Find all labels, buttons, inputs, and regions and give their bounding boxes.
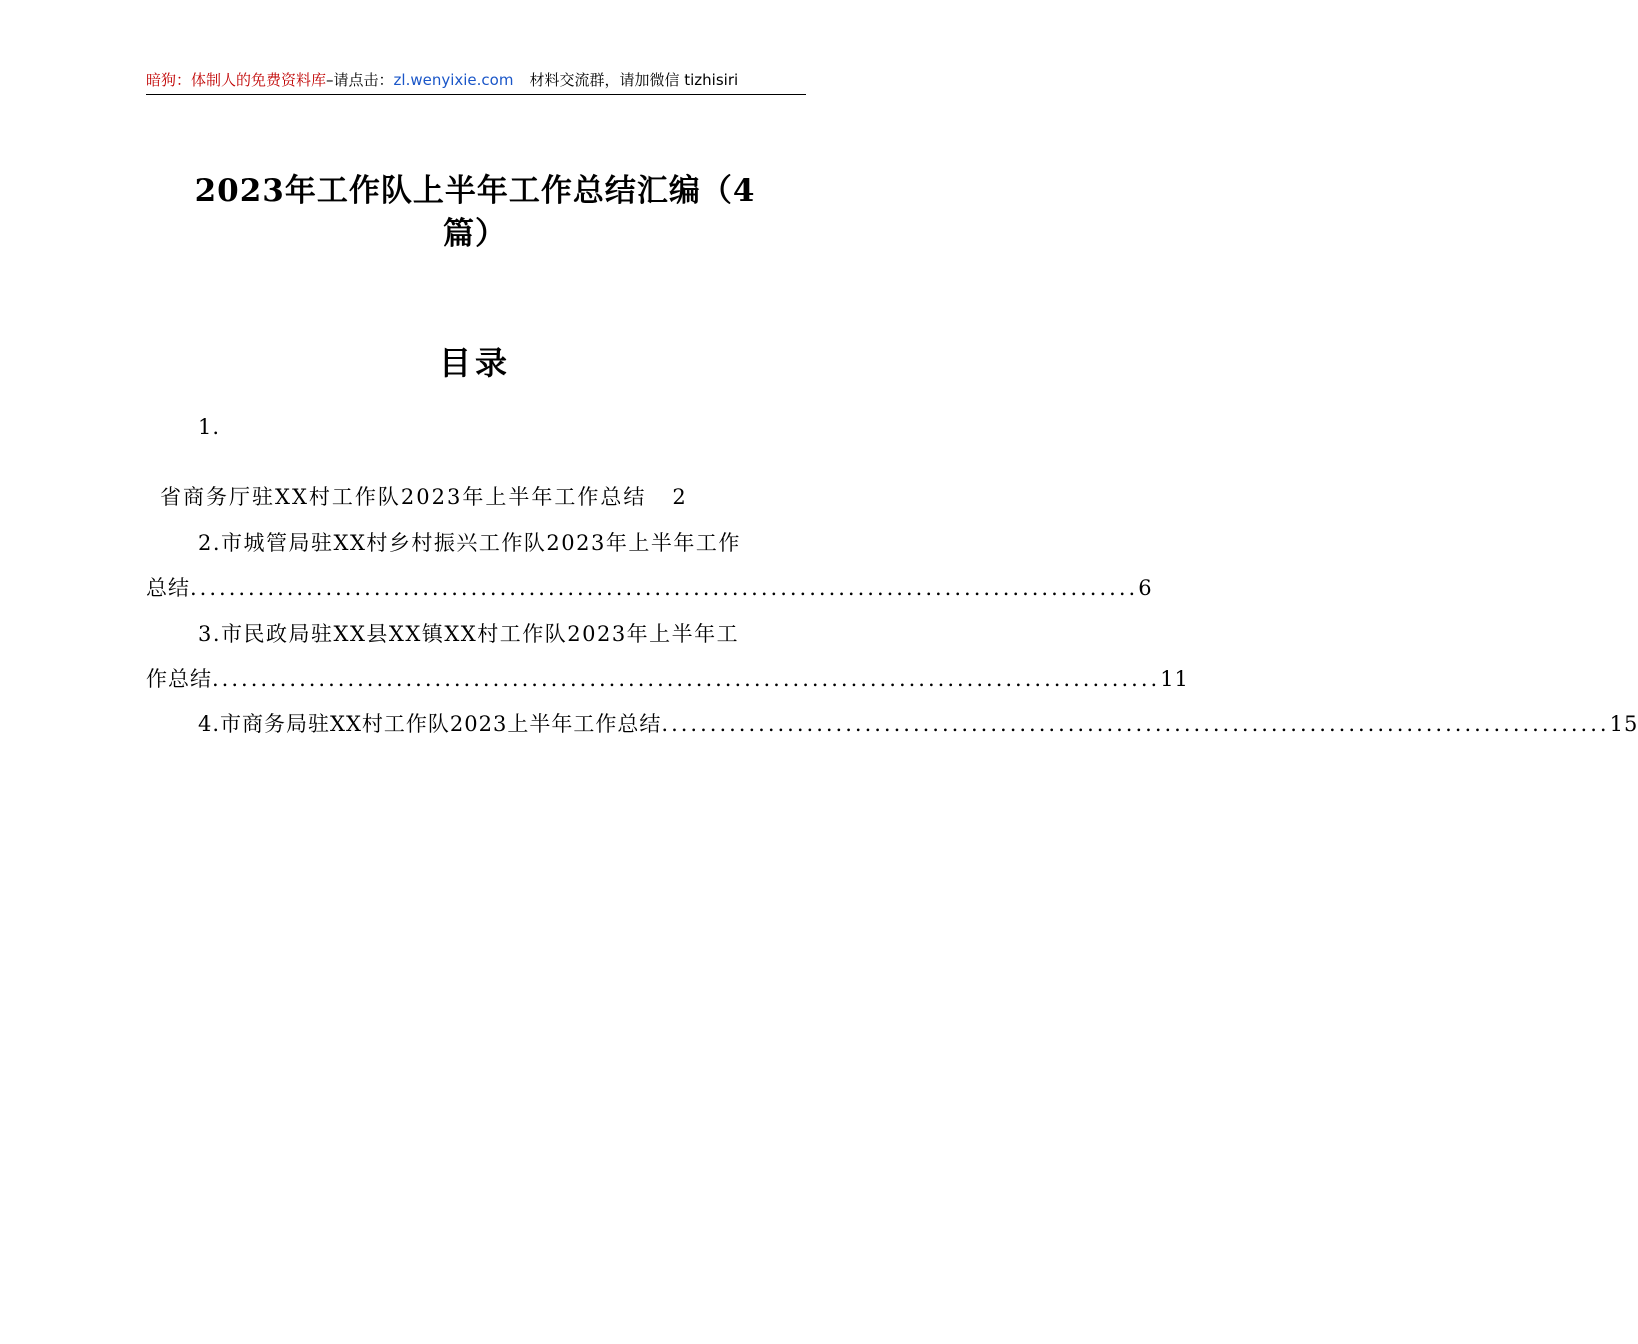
toc-item-2-page: 6 <box>1138 576 1153 600</box>
toc-item-4[interactable] <box>198 709 1638 739</box>
document-title-line2: 篇） <box>443 216 507 252</box>
toc-item-2-line1[interactable]: 2.市城管局驻XX村乡村振兴工作队2023年上半年工作 <box>198 531 741 555</box>
toc-item-3-line2[interactable] <box>146 664 1189 694</box>
toc-item-1[interactable] <box>160 482 780 512</box>
toc-heading: 目录 <box>438 344 511 382</box>
toc-item-3-text: 作总结 <box>146 667 212 691</box>
toc-item-4-text: 4.市商务局驻XX村工作队2023上半年工作总结 <box>198 712 662 736</box>
toc-item-1-page: 2 <box>672 485 688 509</box>
page-header <box>146 66 806 95</box>
toc-item-1-text: 省商务厅驻XX村工作队2023年上半年工作总结 <box>160 485 647 509</box>
toc-item-1-number[interactable]: 1. <box>198 415 221 439</box>
toc-leader-dots: .................................................................................................. <box>212 667 1161 691</box>
header-url-link[interactable]: zl.wenyixie.com <box>393 71 514 89</box>
document-title-line1: 2023年工作队上半年工作总结汇编（4 <box>194 173 756 209</box>
toc-item-3-line1[interactable]: 3.市民政局驻XX县XX镇XX村工作队2023年上半年工 <box>198 622 740 646</box>
toc-item-2-line2[interactable] <box>146 573 1153 603</box>
header-group-note: 材料交流群，请加微信 tizhisiri <box>529 71 739 89</box>
toc-leader-dots: .................................................................................................. <box>190 576 1139 600</box>
toc-leader-dots: .................................................................................................. <box>661 712 1610 736</box>
header-click-prompt: –请点击： <box>326 71 394 89</box>
toc-item-4-page: 15 <box>1609 712 1638 736</box>
toc-item-3-page: 11 <box>1160 667 1189 691</box>
header-brand: 暗狗：体制人的免费资料库 <box>146 71 327 89</box>
toc-item-2-text: 总结 <box>146 576 190 600</box>
